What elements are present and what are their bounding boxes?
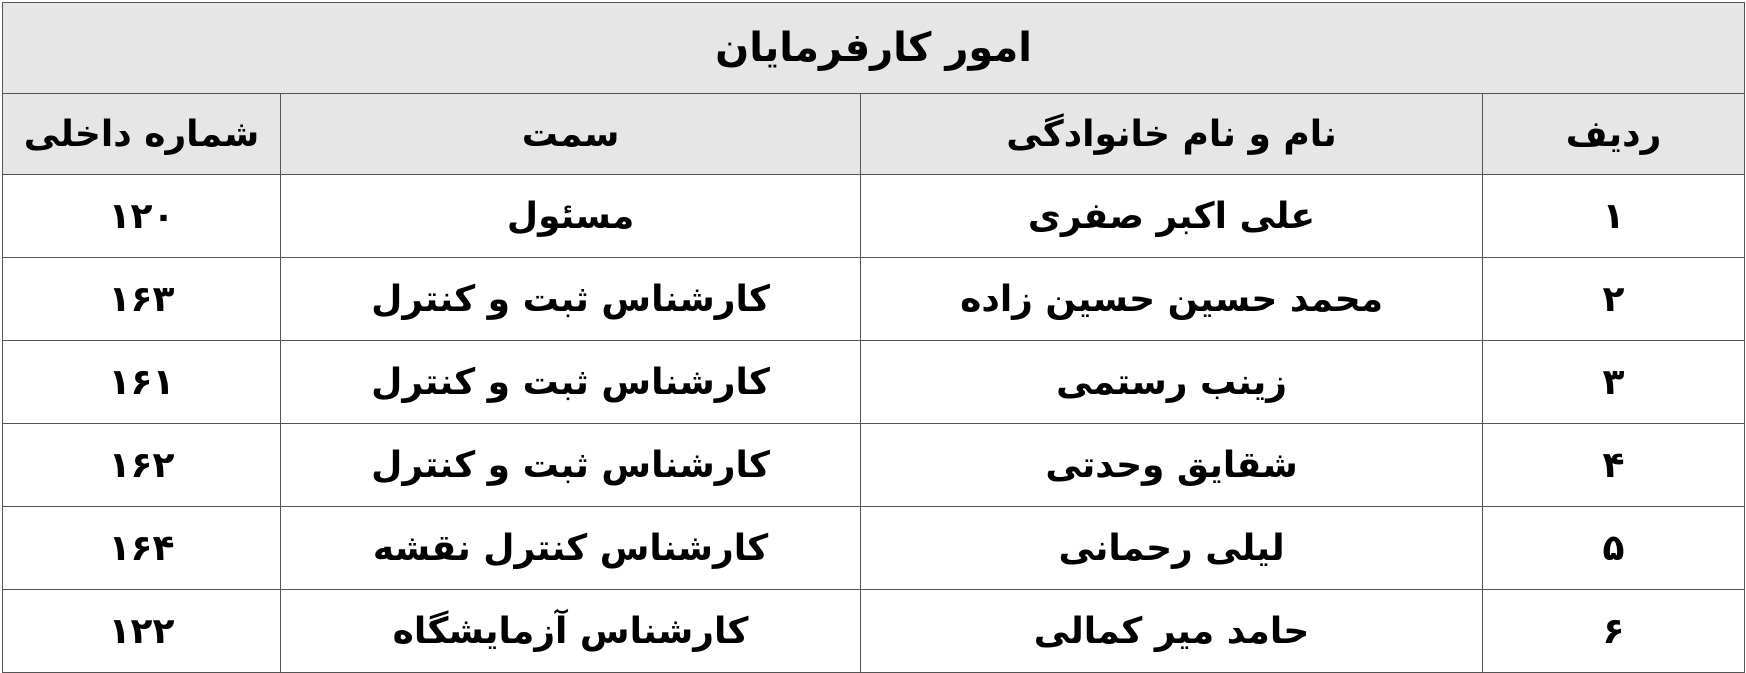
table-row (3, 590, 1745, 673)
table-row (3, 258, 1745, 341)
table-title-row (3, 3, 1745, 94)
table-title: امور کارفرمایان (3, 3, 1745, 94)
cell-position: کارشناس ثبت و کنترل (281, 341, 861, 424)
cell-position: کارشناس ثبت و کنترل (281, 424, 861, 507)
cell-position: مسئول (281, 175, 861, 258)
cell-extension: ۱۶۳ (3, 258, 281, 341)
table-row (3, 175, 1745, 258)
table-row (3, 424, 1745, 507)
cell-extension: ۱۶۲ (3, 424, 281, 507)
cell-full-name: علی اکبر صفری (861, 175, 1483, 258)
cell-row-no: ۶ (1483, 590, 1745, 673)
table-header-row (3, 94, 1745, 175)
cell-row-no: ۳ (1483, 341, 1745, 424)
header-position: سمت (281, 94, 861, 175)
employer-affairs-table (2, 2, 1745, 673)
cell-row-no: ۴ (1483, 424, 1745, 507)
cell-full-name: شقایق وحدتی (861, 424, 1483, 507)
table-row (3, 507, 1745, 590)
cell-position: کارشناس کنترل نقشه (281, 507, 861, 590)
cell-row-no: ۲ (1483, 258, 1745, 341)
header-full-name: نام و نام خانوادگی (861, 94, 1483, 175)
header-row-no: ردیف (1483, 94, 1745, 175)
cell-position: کارشناس ثبت و کنترل (281, 258, 861, 341)
cell-row-no: ۵ (1483, 507, 1745, 590)
cell-row-no: ۱ (1483, 175, 1745, 258)
cell-full-name: زینب رستمی (861, 341, 1483, 424)
cell-extension: ۱۶۴ (3, 507, 281, 590)
cell-position: کارشناس آزمایشگاه (281, 590, 861, 673)
header-extension: شماره داخلی (3, 94, 281, 175)
cell-full-name: محمد حسین حسین زاده (861, 258, 1483, 341)
cell-full-name: حامد میر کمالی (861, 590, 1483, 673)
cell-extension: ۱۲۲ (3, 590, 281, 673)
cell-full-name: لیلی رحمانی (861, 507, 1483, 590)
cell-extension: ۱۲۰ (3, 175, 281, 258)
cell-extension: ۱۶۱ (3, 341, 281, 424)
table-row (3, 341, 1745, 424)
